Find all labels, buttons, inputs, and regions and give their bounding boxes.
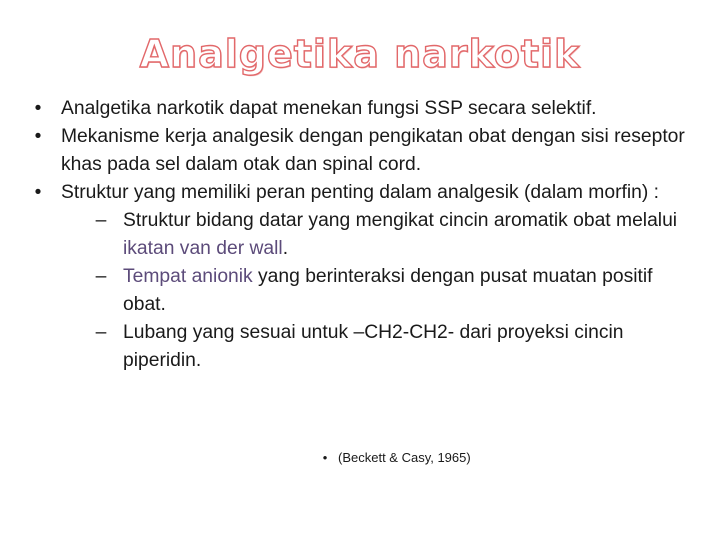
citation-marker: • [322,450,328,465]
bullet-item-1 [28,95,698,123]
sub-marker: – [95,322,107,343]
sub-item-1-text: Struktur bidang datar yang mengikat cincin aromatik obat melalui [123,210,678,231]
sub-item-2 [91,263,698,319]
citation [318,449,471,467]
sub-item-1-end: . [282,238,289,259]
bullet-item-3 [28,179,698,375]
sub-item-3 [91,319,698,375]
sub-marker: – [95,266,107,287]
sub-marker: – [95,210,107,231]
bullet-text-2: Mekanisme kerja analgesik dengan pengikatan obat dengan sisi reseptor khas pada sel dalam otak dan spinal cord. [61,126,685,175]
sub-item-1-highlight: ikatan van der wall [123,238,283,259]
slide-title: Analgetika narkotik [139,32,581,76]
bullet-text-3: Struktur yang memiliki peran penting dalam analgesik (dalam morfin) : [61,182,659,203]
sub-item-3-text: Lubang yang sesuai untuk –CH2-CH2- dari proyeksi cincin piperidin. [123,322,624,371]
bullet-marker: • [34,98,42,119]
bullet-marker: • [34,126,42,147]
bullet-list [28,95,698,375]
slide-content [28,95,698,375]
sub-bullet-list [91,207,698,375]
bullet-item-2 [28,123,698,179]
bullet-marker: • [34,182,42,203]
sub-item-2-end: yang berinteraksi dengan pusat muatan positif obat. [123,266,653,315]
bullet-text-1: Analgetika narkotik dapat menekan fungsi SSP secara selektif. [61,98,597,119]
sub-item-2-highlight: Tempat anionik [123,266,253,287]
sub-item-1 [91,207,698,263]
citation-text: (Beckett & Casy, 1965) [338,450,471,465]
